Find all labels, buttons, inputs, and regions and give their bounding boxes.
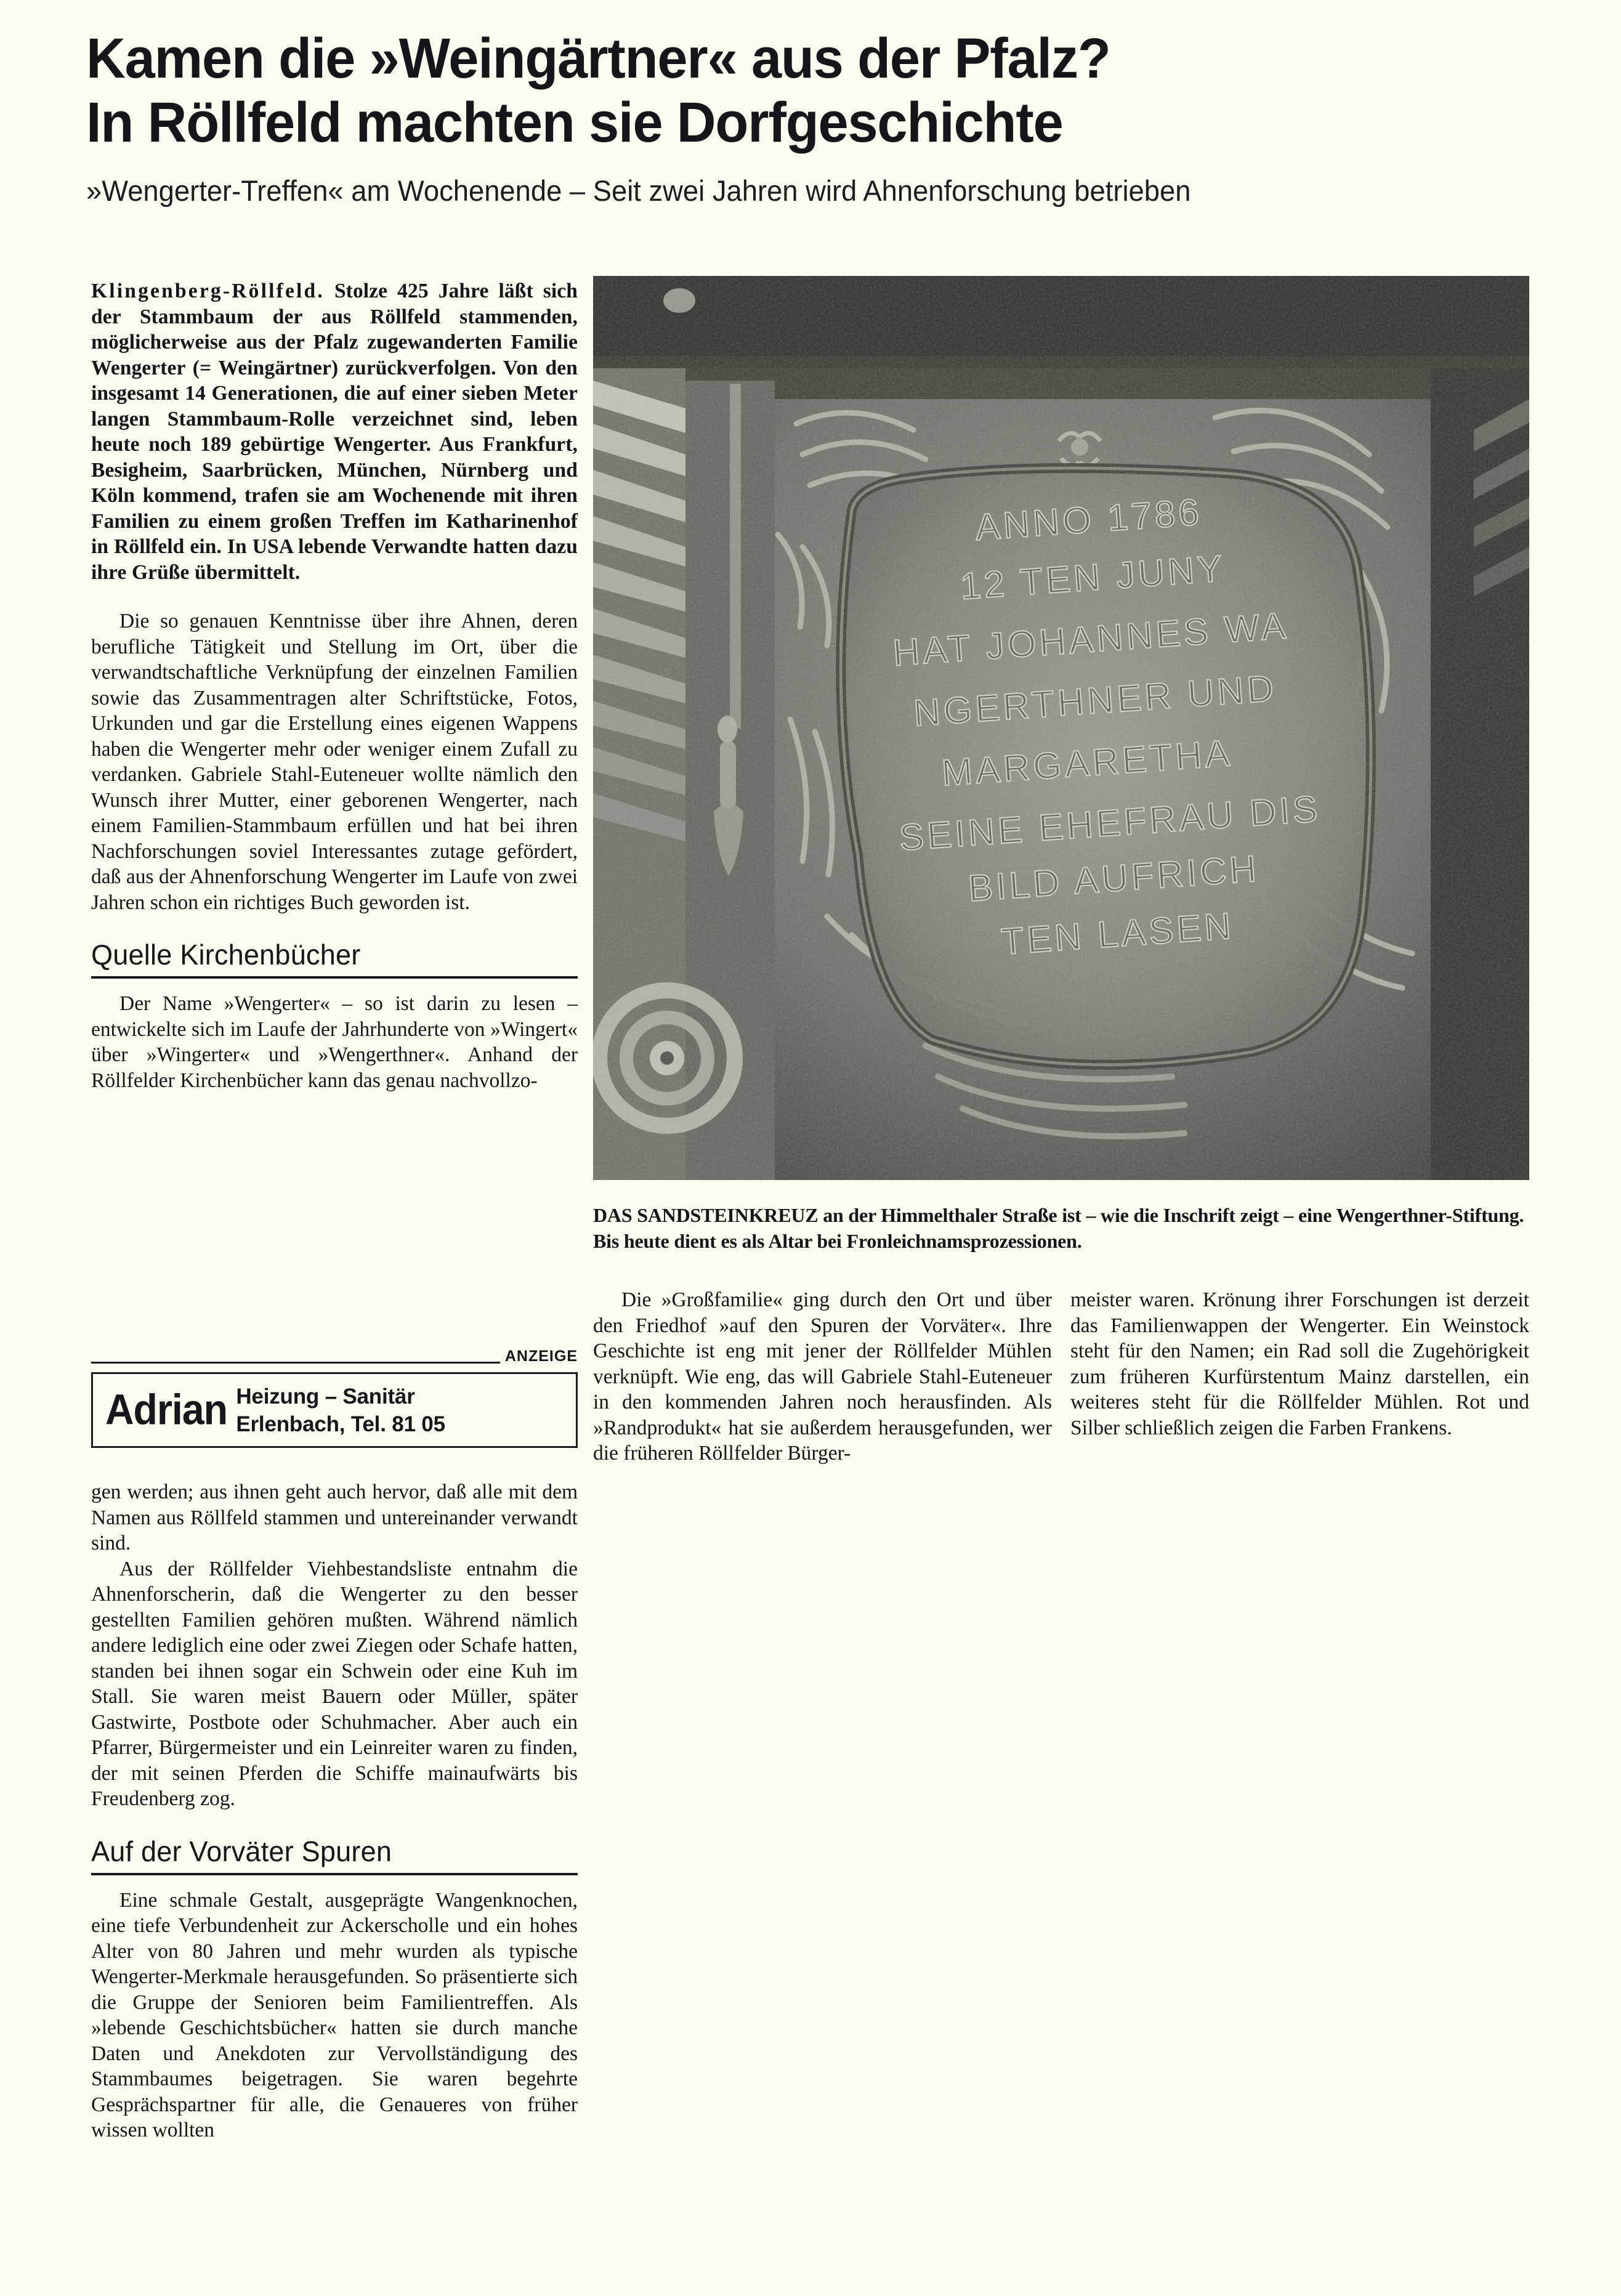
column-right xyxy=(1070,1287,1529,1441)
headline-subhead: »Wengerter-Treffen« am Wochenende – Seit zwei Jahren wird Ahnenforschung betrieben xyxy=(86,174,1191,207)
anzeige-header xyxy=(91,1348,578,1368)
dateline: Klingenberg-Röllfeld. xyxy=(91,280,325,302)
section-heading-1-wrap xyxy=(91,939,578,979)
svg-text:ANNO 1786: ANNO 1786 xyxy=(974,491,1203,548)
paragraph-4: Eine schmale Gestalt, ausgeprägte Wangenknochen, eine tiefe Verbundenheit zur Ackerscholle und ein hohes Alter von 80 Jahren und mehr wurden als typische Wengerter-Merkmale herausgefunden. So präsentierte sich die Gruppe der Senioren beim Familientreffen. Als »lebende Geschichtsbücher« hatten sie durch manche Daten und Anekdoten zur Vervollständigung des Stammbaumes beigetragen. Sie waren begehrte Gesprächspartner für alle, die Genaueres von früher wissen wollten xyxy=(91,1888,578,2142)
paragraph-3: Aus der Röllfelder Viehbestandsliste entnahm die Ahnenforscherin, daß die Wengerter zu den besser gestellten Familien gehören mußten. Während nämlich andere lediglich eine oder zwei Ziegen oder Schafe hatten, standen bei ihnen sogar ein Schwein oder eine Kuh im Stall. Sie waren meist Bauern oder Müller, später Gastwirte, Postbote oder Schuhmacher. Aber auch ein Pfarrer, Bürgermeister und ein Leinreiter waren zu finden, der mit seinen Pferden die Schiffe mainaufwärts bis Freudenberg zog. xyxy=(91,1557,578,1810)
advertisement[interactable] xyxy=(91,1348,578,1448)
svg-text:TEN LASEN: TEN LASEN xyxy=(1000,905,1235,963)
svg-text:BILD AUFRICH: BILD AUFRICH xyxy=(966,847,1261,910)
section-heading-2: Auf der Vorväter Spuren xyxy=(91,1835,392,1867)
ad-logo-adrian: Adrian xyxy=(105,1386,227,1434)
section-rule-1 xyxy=(91,976,578,979)
lead-paragraph xyxy=(91,278,578,585)
sandstone-cross-photo xyxy=(593,276,1529,1180)
svg-text:MARGARETHA: MARGARETHA xyxy=(940,732,1234,794)
ad-box[interactable] xyxy=(91,1372,578,1448)
masthead xyxy=(86,27,1540,208)
caption-lead: DAS SANDSTEINKREUZ xyxy=(593,1204,819,1226)
paragraph-6: meister waren. Krönung ihrer Forschungen ist derzeit das Familienwappen der Wengerter. Ein Weinstock steht für den Namen; ein Rad soll die Zugehörigkeit zum früheren Kurfürstentum Mainz darstellen, ein weiteres steht für die Röllfelder Mühlen. Rot und Silber schließlich zeigen die Farben Frankens. xyxy=(1070,1288,1529,1439)
column-left-lower xyxy=(91,1479,578,2143)
caption-rest: an der Himmelthaler Straße ist – wie die Inschrift zeigt – eine Wengerthner-Stiftung. Bis heute dient es als Altar bei Fronleichnamsprozessionen. xyxy=(593,1204,1524,1252)
svg-text:HAT JOHANNES WA: HAT JOHANNES WA xyxy=(891,604,1290,674)
paragraph-2-continued: gen werden; aus ihnen geht auch hervor, daß alle mit dem Namen aus Röllfeld stammen und untereinander verwandt sind. xyxy=(91,1481,578,1554)
column-middle xyxy=(593,1287,1052,1466)
section-heading-2-wrap xyxy=(91,1835,578,1875)
headline-line-2: In Röllfeld machten sie Dorfgeschichte xyxy=(86,91,1063,154)
paragraph-2: Der Name »Wengerter« – so ist darin zu lesen – entwickelte sich im Laufe der Jahrhunderte von »Wingert« über »Wingerter« und »Wengerthner«. Anhand der Röllfelder Kirchenbücher kann das genau nachvollzo- xyxy=(91,992,578,1092)
ad-line-1: Heizung – Sanitär xyxy=(236,1384,415,1409)
svg-text:NGERTHNER UND: NGERTHNER UND xyxy=(912,667,1279,734)
section-heading-1: Quelle Kirchenbücher xyxy=(91,939,361,971)
svg-text:SEINE EHEFRAU DIS: SEINE EHEFRAU DIS xyxy=(898,788,1322,859)
column-left-upper xyxy=(91,278,578,1093)
ad-text xyxy=(236,1383,445,1438)
photo-illustration xyxy=(593,276,1529,1180)
lead-text: Stolze 425 Jahre läßt sich der Stammbaum der aus Röllfeld stammenden, möglicherweise aus der Pfalz zugewanderten Familie Wengerter (= Weingärtner) zurückverfolgen. Von den insgesamt 14 Generationen, die auf einer sieben Meter langen Stammbaum-Rolle verzeichnet sind, leben heute noch 189 gebürtige Wengerter. Aus Frankfurt, Besigheim, Saarbrücken, München, Nürnberg und Köln kommend, trafen sie am Wochenende mit ihren Familien zu einem großen Treffen im Katharinenhof in Röllfeld ein. In USA lebende Verwandte hatten dazu ihre Grüße übermittelt. xyxy=(91,280,578,584)
svg-text:12 TEN JUNY: 12 TEN JUNY xyxy=(959,547,1227,607)
paragraph-5: Die »Großfamilie« ging durch den Ort und über den Friedhof »auf den Spuren der Vorväter«. Ihre Geschichte ist eng mit jener der Röllfelder Mühlen verknüpft. Wie eng, das will Gabriele Stahl-Euteneuer in den kommenden Jahren noch herausfinden. Als »Randprodukt« hat sie außerdem herausgefunden, wer die früheren Röllfelder Bürger- xyxy=(593,1288,1052,1465)
ad-line-2: Erlenbach, Tel. 81 05 xyxy=(236,1412,445,1436)
photo-caption xyxy=(593,1202,1529,1254)
anzeige-label: ANZEIGE xyxy=(500,1348,578,1365)
section-rule-2 xyxy=(91,1873,578,1875)
paragraph-1: Die so genauen Kenntnisse über ihre Ahnen, deren berufliche Tätigkeit und Stellung im Ort, über die verwandtschaftliche Verknüpfung der einzelnen Familien sowie das Zusammentragen alter Schriftstücke, Fotos, Urkunden und gar die Erstellung eines eigenen Wappens haben die Wengerter mehr oder weniger einem Zufall zu verdanken. Gabriele Stahl-Euteneuer wollte nämlich den Wunsch ihrer Mutter, einer geborenen Wengerter, nach einem Familien-Stammbaum erfüllen und hat bei ihren Nachforschungen soviel Interessantes zutage gefördert, daß aus der Ahnenforschung Wengerter im Laufe von zwei Jahren schon ein richtiges Buch geworden ist. xyxy=(91,610,578,914)
headline-line-1: Kamen die »Weingärtner« aus der Pfalz? xyxy=(86,27,1110,90)
